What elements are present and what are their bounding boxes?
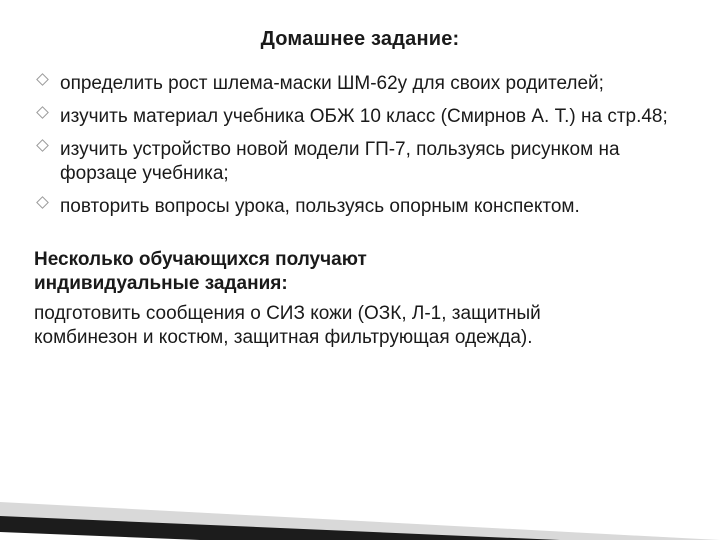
list-item-text: повторить вопросы урока, пользуясь опорным конспектом. bbox=[60, 195, 580, 217]
spacer bbox=[34, 228, 686, 248]
list-item-text: изучить устройство новой модели ГП-7, пользуясь рисунком на форзаце учебника; bbox=[60, 138, 620, 184]
list-item bbox=[34, 72, 686, 96]
section-body-text: подготовить сообщения о СИЗ кожи (ОЗК, Л-1, защитный комбинезон и костюм, защитная фильтрующая одежда). bbox=[34, 302, 541, 349]
diamond-bullet-icon bbox=[36, 196, 49, 209]
bullet-list bbox=[34, 72, 686, 219]
list-item bbox=[34, 105, 686, 129]
diamond-bullet-icon bbox=[36, 139, 49, 152]
list-item bbox=[34, 138, 686, 186]
list-item-text: определить рост шлема-маски ШМ-62у для своих родителей; bbox=[60, 73, 604, 94]
corner-decoration bbox=[0, 454, 720, 540]
section-subheading: Несколько обучающихся получают индивидуальные задания: bbox=[34, 248, 367, 294]
diamond-bullet-icon bbox=[36, 106, 49, 119]
slide-content bbox=[34, 72, 686, 351]
list-item bbox=[34, 195, 686, 219]
page-title: Домашнее задание: bbox=[260, 28, 460, 50]
diamond-bullet-icon bbox=[36, 73, 49, 86]
list-item-text: изучить материал учебника ОБЖ 10 класс (Смирнов А. Т.) на стр.48; bbox=[60, 105, 668, 127]
